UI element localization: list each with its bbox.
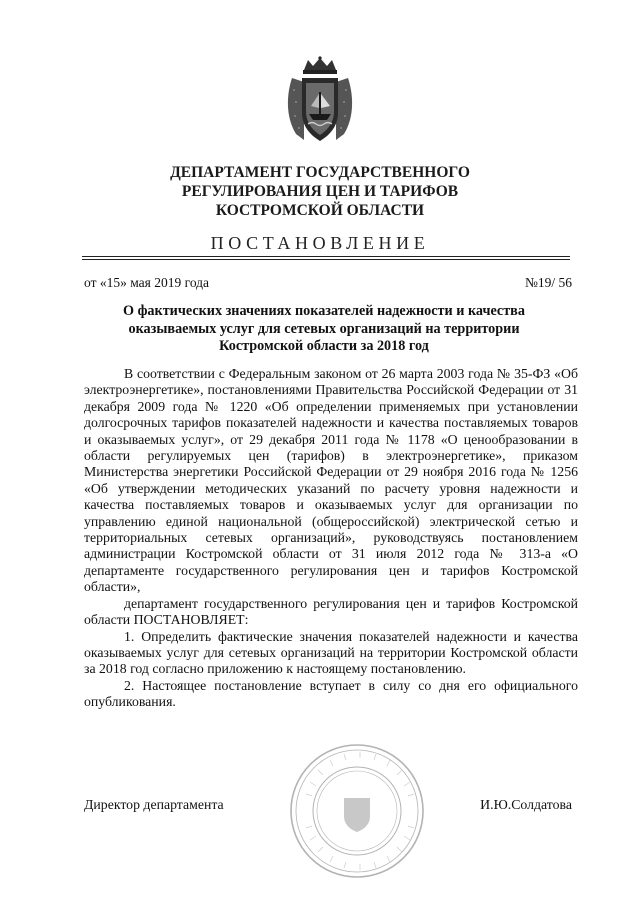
- department-line-1: ДЕПАРТАМЕНТ ГОСУДАРСТВЕННОГО: [170, 164, 470, 181]
- document-number: №19/ 56: [524, 275, 572, 290]
- document-title: [100, 303, 548, 356]
- title-line-1: О фактических значениях показателей надежности и качества: [123, 303, 525, 319]
- signatory-name: И.Ю.Солдатова: [480, 797, 572, 812]
- header-rule-bottom: [82, 259, 570, 260]
- coat-of-arms-icon: [282, 56, 358, 144]
- document-date: от «15» мая 2019 года: [84, 275, 210, 290]
- paragraph-resolves: департамент государственного регулирования цен и тарифов Костромской области ПОСТАНОВЛЯЕТ:: [84, 595, 578, 628]
- header-rule-top: [82, 256, 570, 257]
- official-seal-icon: [288, 742, 426, 880]
- paragraph-preamble: В соответствии с Федеральным законом от 26 марта 2003 года № 35-ФЗ «Об электроэнергетике», постановлениями Правительства Российской Федерации от 31 декабря 2009 года № 1220 «Об определении применяемых при установлении долгосрочных тарифов показателей надежности и качества поставляемых товаров и оказываемых услуг», от 29 декабря 2011 года № 1178 «О ценообразовании в области регулируемых цен (тарифов) в электроэнергетике», приказом Министерства энергетики Российской Федерации от 29 ноября 2016 года № 1256 «Об утверждении методических указаний по расчету уровня надежности и качества поставляемых товаров и оказываемых услуг для организации по управлению единой национальной (общероссийской) электрической сетью и территориальных сетевых организаций», руководствуясь постановлением администрации Костромской области от 31 июля 2012 года № 313-а «О департаменте государственного регулирования цен и тарифов Костромской области»,: [84, 366, 578, 595]
- paragraph-item-2: 2. Настоящее постановление вступает в силу со дня его официального опубликования.: [84, 677, 578, 710]
- document-body: [84, 366, 578, 711]
- department-line-2: РЕГУЛИРОВАНИЯ ЦЕН И ТАРИФОВ: [181, 183, 459, 200]
- title-line-3: Костромской области за 2018 год: [219, 338, 429, 354]
- title-line-2: оказываемых услуг для сетевых организаций на территории: [128, 320, 520, 337]
- document-type: ПОСТАНОВЛЕНИЕ: [210, 233, 430, 253]
- signatory-position: Директор департамента: [84, 797, 224, 812]
- paragraph-item-1: 1. Определить фактические значения показателей надежности и качества оказываемых услуг для сетевых организаций на территории Костромской области за 2018 год согласно приложению к настоящему постановлению.: [84, 628, 578, 677]
- department-line-3: КОСТРОМСКОЙ ОБЛАСТИ: [215, 202, 425, 219]
- department-name: [0, 163, 640, 220]
